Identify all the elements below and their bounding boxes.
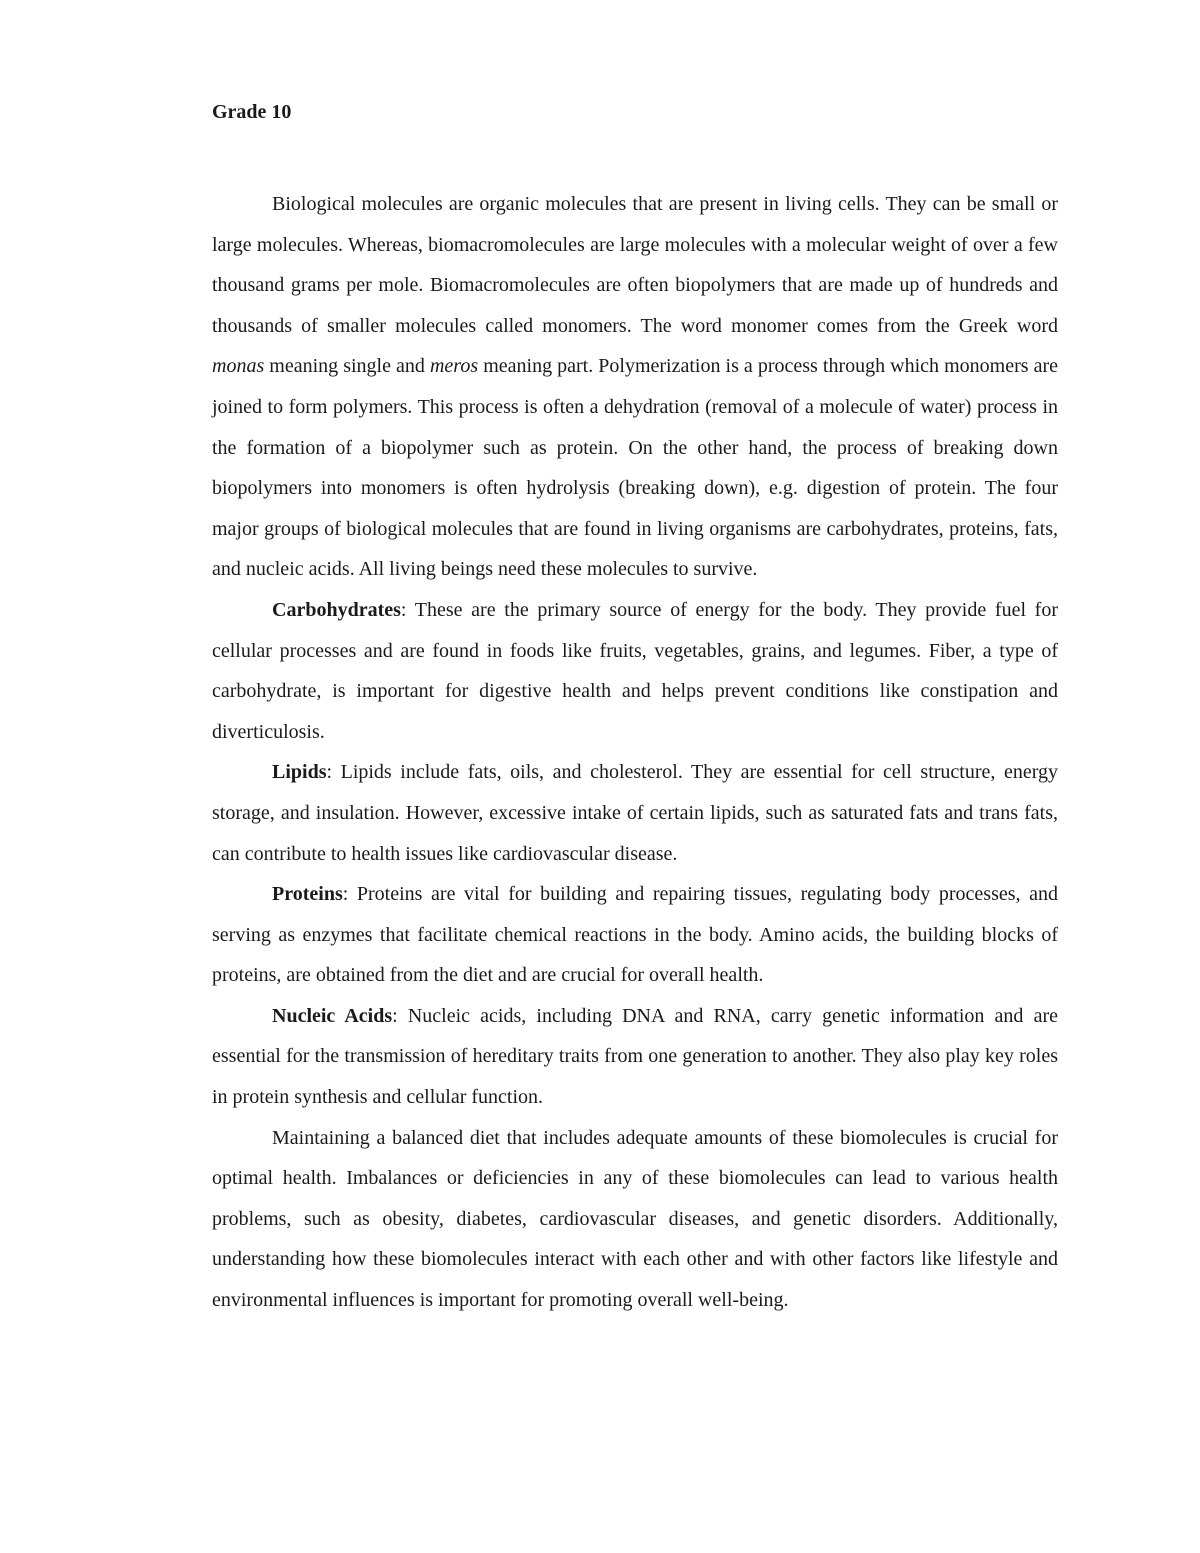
document-page bbox=[212, 98, 1058, 1321]
proteins-term: Proteins bbox=[272, 883, 343, 906]
lipids-text: : Lipids include fats, oils, and cholesterol. They are essential for cell structure, energy storage, and insulation. However, excessive intake of certain lipids, such as saturated fats and trans fats, can contribute to health issues like cardiovascular disease. bbox=[212, 761, 1058, 865]
intro-text-3: meaning part. Polymerization is a process through which monomers are joined to form polymers. This process is often a dehydration (removal of a molecule of water) process in the formation of a biopolymer such as protein. On the other hand, the process of breaking down biopolymers into monomers is often hydrolysis (breaking down), e.g. digestion of protein. The four major groups of biological molecules that are found in living organisms are carbohydrates, proteins, fats, and nucleic acids. All living beings need these molecules to survive. bbox=[212, 355, 1058, 581]
intro-term-meros: meros bbox=[429, 355, 479, 378]
lipids-term: Lipids bbox=[272, 761, 327, 784]
proteins-text: : Proteins are vital for building and repairing tissues, regulating body processes, and serving as enzymes that facilitate chemical reactions in the body. Amino acids, the building blocks of proteins, are obtained from the diet and are crucial for overall health. bbox=[212, 883, 1058, 987]
lipids-paragraph bbox=[212, 752, 1058, 874]
intro-term-monas: monas bbox=[212, 355, 265, 378]
intro-text-1: Biological molecules are organic molecules that are present in living cells. They can be small or large molecules. Whereas, biomacromolecules are large molecules with a molecular weight of over a few thousand grams per mole. Biomacromolecules are often biopolymers that are made up of hundreds and thousands of smaller molecules called monomers. The word monomer comes from the Greek word bbox=[212, 193, 1058, 337]
intro-paragraph bbox=[212, 184, 1058, 590]
carbohydrates-term: Carbohydrates bbox=[272, 598, 401, 621]
proteins-paragraph bbox=[212, 874, 1058, 996]
nucleic-acids-text: : Nucleic acids, including DNA and RNA, carry genetic information and are essential for the transmission of hereditary traits from one generation to another. They also play key roles in protein synthesis and cellular function. bbox=[212, 1004, 1058, 1109]
conclusion-paragraph: Maintaining a balanced diet that includes adequate amounts of these biomolecules is crucial for optimal health. Imbalances or deficiencies in any of these biomolecules can lead to various health problems, such as obesity, diabetes, cardiovascular diseases, and genetic disorders. Additionally, understanding how these biomolecules interact with each other and with other factors like lifestyle and environmental influences is important for promoting overall well-being. bbox=[212, 1126, 1058, 1312]
carbohydrates-paragraph bbox=[212, 590, 1058, 752]
document-heading: Grade 10 bbox=[212, 101, 292, 123]
carbohydrates-text: : These are the primary source of energy for the body. They provide fuel for cellular processes and are found in foods like fruits, vegetables, grains, and legumes. Fiber, a type of carbohydrate, is important for digestive health and helps prevent conditions like constipation and diverticulosis. bbox=[212, 598, 1058, 743]
nucleic-acids-term: Nucleic Acids bbox=[272, 1004, 393, 1027]
nucleic-acids-paragraph bbox=[212, 996, 1058, 1118]
intro-text-2: meaning single and bbox=[264, 355, 430, 378]
